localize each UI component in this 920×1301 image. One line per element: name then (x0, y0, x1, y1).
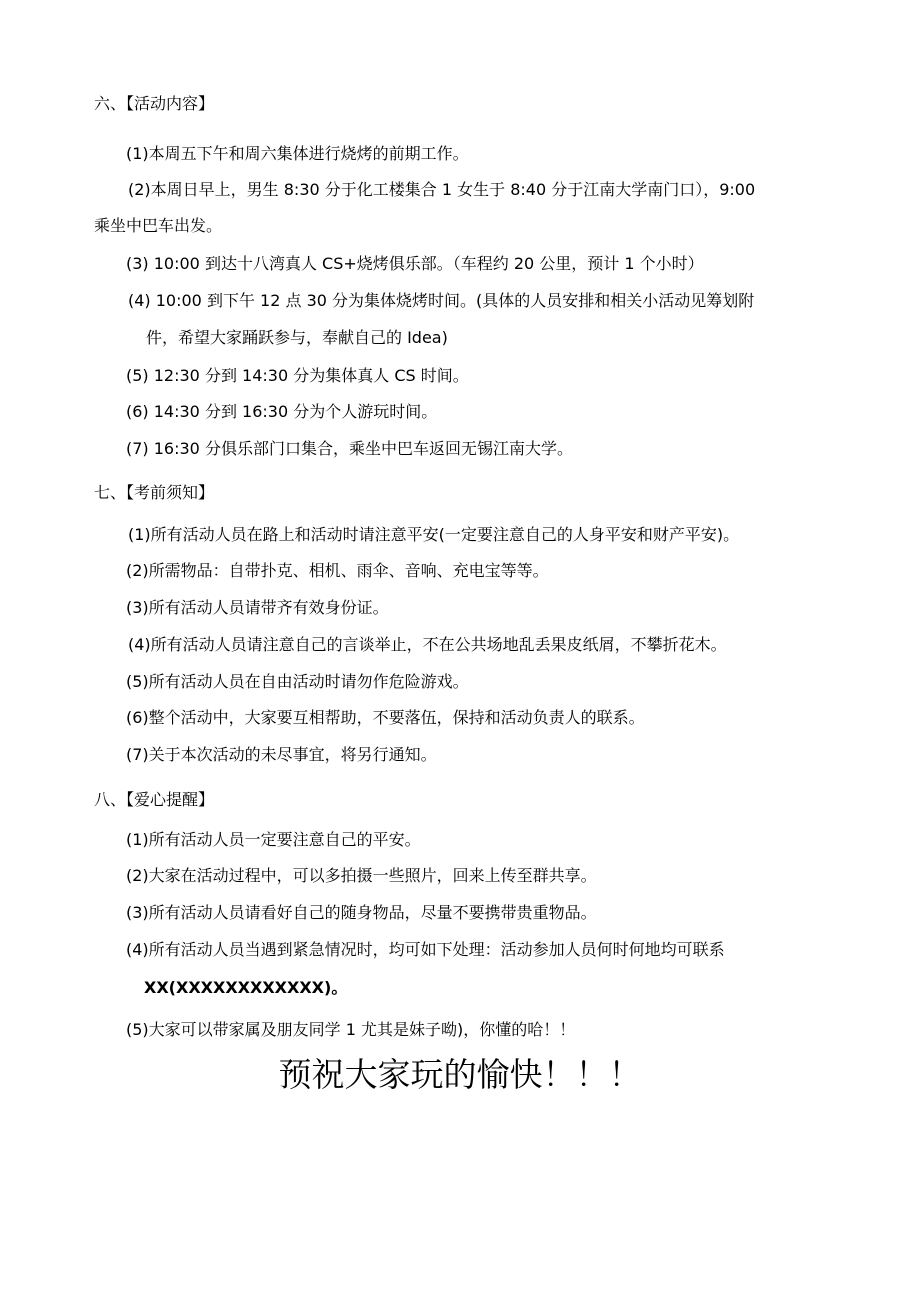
list-item: (4) 10:00 到下午 12 点 30 分为集体烧烤时间。(具体的人员安排和相关小活动见筹划附 (128, 291, 755, 310)
list-item: (5)大家可以带家属及朋友同学 1 尤其是妹子呦)，你懂的哈！！ (126, 1020, 576, 1039)
list-item: (2)本周日早上，男生 8:30 分于化工楼集合 1 女生于 8:40 分于江南大学南门口），9:00 (128, 180, 756, 199)
section-heading-reminders: 八、【爱心提醒】 (94, 790, 215, 809)
list-item: (7) 16:30 分俱乐部门口集合，乘坐中巴车返回无锡江南大学。 (126, 439, 573, 458)
list-item: (1)本周五下午和周六集体进行烧烤的前期工作。 (126, 144, 469, 163)
list-item: (5)所有活动人员在自由活动时请勿作危险游戏。 (126, 672, 469, 691)
contact-placeholder: XX(XXXXXXXXXXXX)。 (144, 978, 348, 997)
list-item: (3)所有活动人员请带齐有效身份证。 (126, 598, 389, 617)
list-item: (6)整个活动中，大家要互相帮助，不要落伍，保持和活动负责人的联系。 (126, 708, 645, 727)
list-item: (4)所有活动人员请注意自己的言谈举止，不在公共场地乱丢果皮纸屑，不攀折花木。 (128, 635, 727, 654)
list-item: (1)所有活动人员在路上和活动时请注意平安(一定要注意自己的人身平安和财产平安)。 (128, 525, 740, 544)
list-item: (1)所有活动人员一定要注意自己的平安。 (126, 830, 421, 849)
list-item: (5) 12:30 分到 14:30 分为集体真人 CS 时间。 (126, 366, 469, 385)
list-item: (2)所需物品：自带扑克、相机、雨伞、音响、充电宝等等。 (126, 561, 549, 580)
list-item: (3)所有活动人员请看好自己的随身物品，尽量不要携带贵重物品。 (126, 903, 597, 922)
list-item: (3) 10:00 到达十八湾真人 CS+烧烤俱乐部。（车程约 20 公里，预计 1 个小时） (126, 254, 704, 273)
list-item: (2)大家在活动过程中，可以多拍摄一些照片，回来上传至群共享。 (126, 866, 597, 885)
section-heading-notices: 七、【考前须知】 (94, 483, 215, 502)
list-item-continuation: 乘坐中巴车出发。 (94, 216, 223, 235)
list-item: (6) 14:30 分到 16:30 分为个人游玩时间。 (126, 402, 438, 421)
list-item: (4)所有活动人员当遇到紧急情况时，均可如下处理：活动参加人员何时何地均可联系 (126, 940, 725, 959)
closing-message: 预祝大家玩的愉快！！！ (278, 1055, 642, 1094)
list-item-continuation: 件，希望大家踊跃参与，奉献自己的 Idea) (146, 328, 448, 347)
section-heading-activity-content: 六、【活动内容】 (94, 94, 215, 113)
list-item: (7)关于本次活动的未尽事宜，将另行通知。 (126, 745, 437, 764)
